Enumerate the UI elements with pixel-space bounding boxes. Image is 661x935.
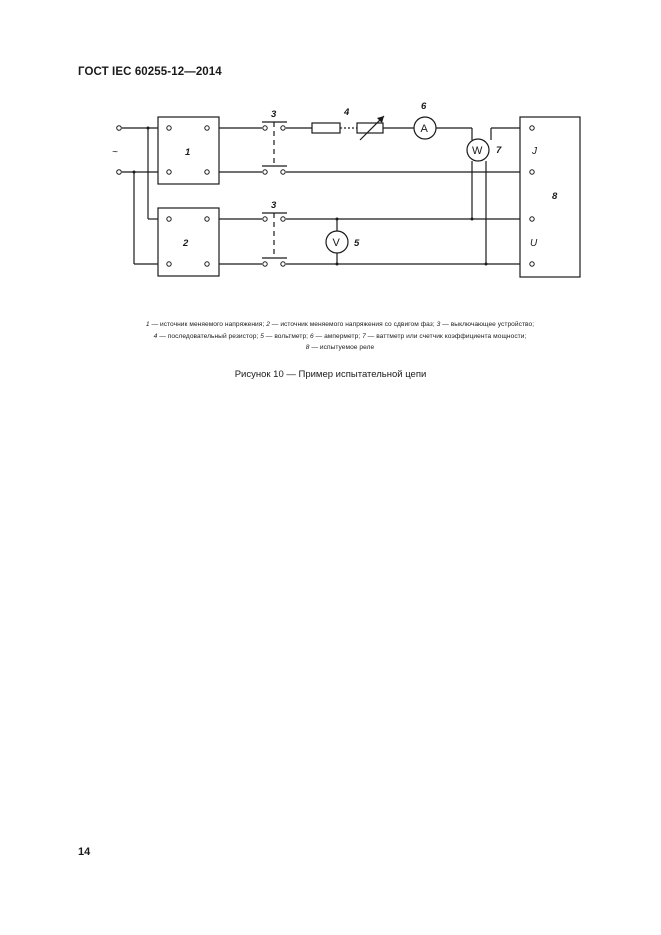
voltage-source-2 <box>158 208 219 276</box>
ammeter <box>414 101 436 139</box>
switch-bottom-label: 3 <box>271 200 277 211</box>
legend-line-1: 1 — источник меняемого напряжения; 2 — источник меняемого напряжения со сдвигом фаз; 3 — выключающее устройство; <box>145 321 535 328</box>
page-number: 14 <box>78 846 91 858</box>
ac-symbol: ~ <box>112 147 118 158</box>
relay-label: 8 <box>552 191 558 202</box>
source-2-label: 2 <box>183 238 189 249</box>
voltage-source-1 <box>158 117 219 184</box>
document-header: ГОСТ IEC 60255-12—2014 <box>78 66 222 78</box>
ammeter-label: 6 <box>421 101 427 112</box>
relay-voltage-input: U <box>530 238 538 249</box>
source-1-label: 1 <box>185 147 191 158</box>
test-circuit-diagram <box>0 0 661 300</box>
switch-top <box>262 109 287 174</box>
wattmeter-label: 7 <box>496 145 502 156</box>
voltmeter <box>326 219 360 264</box>
relay-under-test <box>520 117 580 277</box>
series-resistor <box>312 107 384 140</box>
wattmeter <box>467 139 502 161</box>
voltmeter-label: 5 <box>354 238 360 249</box>
wattmeter-symbol: W <box>472 145 483 157</box>
switch-top-label: 3 <box>271 109 277 120</box>
figure-caption: Рисунок 10 — Пример испытательной цепи <box>234 369 427 380</box>
legend-line-3: 8 — испытуемое реле <box>305 344 375 351</box>
resistor-label: 4 <box>344 107 350 118</box>
ac-supply <box>112 126 158 175</box>
switch-bottom <box>262 200 287 266</box>
figure-legend <box>70 319 610 354</box>
ammeter-symbol: A <box>420 123 428 135</box>
legend-line-2: 4 — последовательный резистор; 5 — вольтметр; 6 — амперметр; 7 — ваттметр или счетчик коэффициента мощности; <box>153 332 527 340</box>
voltmeter-symbol: V <box>332 237 340 249</box>
relay-current-input: J <box>532 146 537 157</box>
